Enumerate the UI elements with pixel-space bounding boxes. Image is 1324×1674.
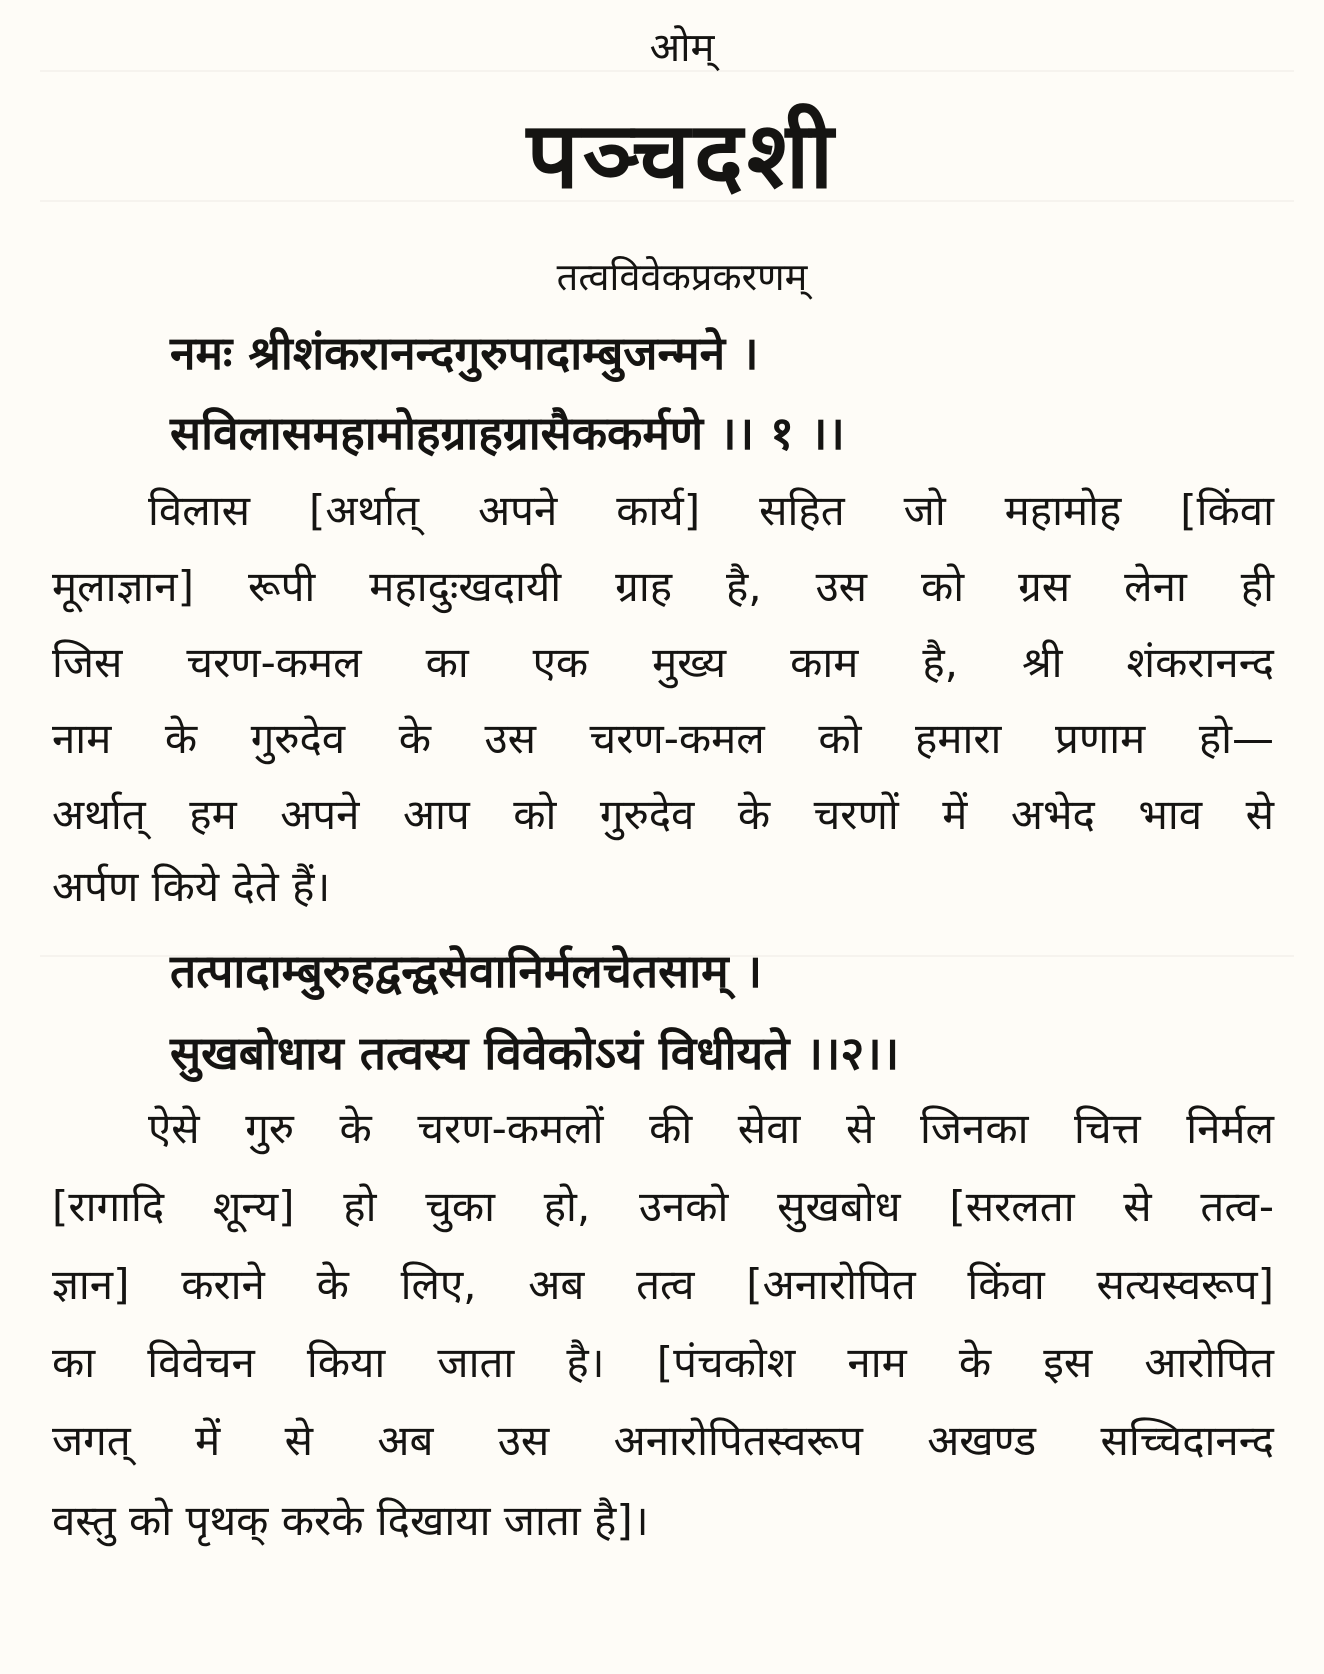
commentary-2-line-3: ज्ञान] कराने के लिए, अब तत्व [अनारोपित किंवा सत्यस्वरूप] [52,1260,1274,1309]
commentary-2-line-1: ऐसे गुरु के चरण-कमलों की सेवा से जिनका चित्त निर्मल [148,1104,1274,1153]
commentary-1-line-4: नाम के गुरुदेव के उस चरण-कमल को हमारा प्रणाम हो— [52,714,1274,763]
page-title: पञ्चदशी [526,102,838,209]
commentary-1-line-3: जिस चरण-कमल का एक मुख्य काम है, श्री शंकरानन्द [52,638,1274,687]
verse-2-line-2: सुखबोधाय तत्वस्य विवेकोऽयं विधीयते ।।२।। [170,1026,900,1080]
chapter-subtitle: तत्वविवेकप्रकरणम् [556,255,808,299]
commentary-2-line-5: जगत् में से अब उस अनारोपितस्वरूप अखण्ड सच्चिदानन्द [52,1416,1274,1465]
om-heading: ओम् [649,25,715,71]
verse-1-line-2: सविलासमहामोहग्राहग्रासैककर्मणे ।। १ ।। [170,406,845,460]
verse-1-line-1: नमः श्रीशंकरानन्दगुरुपादाम्बुजन्मने । [170,326,759,380]
verse-2-line-1: तत्पादाम्बुरुहद्वन्द्वसेवानिर्मलचेतसाम् । [170,944,763,998]
commentary-2-line-4: का विवेचन किया जाता है। [पंचकोश नाम के इस आरोपित [52,1338,1274,1387]
commentary-1-line-6: अर्पण किये देते हैं। [52,862,331,911]
commentary-1-line-1: विलास [अर्थात् अपने कार्य] सहित जो महामोह [किंवा [148,486,1274,535]
commentary-1-line-2: मूलाज्ञान] रूपी महादुःखदायी ग्राह है, उस को ग्रस लेना ही [52,562,1274,611]
commentary-2-line-2: [रागादि शून्य] हो चुका हो, उनको सुखबोध [सरलता से तत्व- [52,1182,1274,1231]
commentary-1-line-5: अर्थात् हम अपने आप को गुरुदेव के चरणों में अभेद भाव से [52,790,1274,839]
commentary-2-line-6: वस्तु को पृथक् करके दिखाया जाता है]। [52,1496,649,1545]
